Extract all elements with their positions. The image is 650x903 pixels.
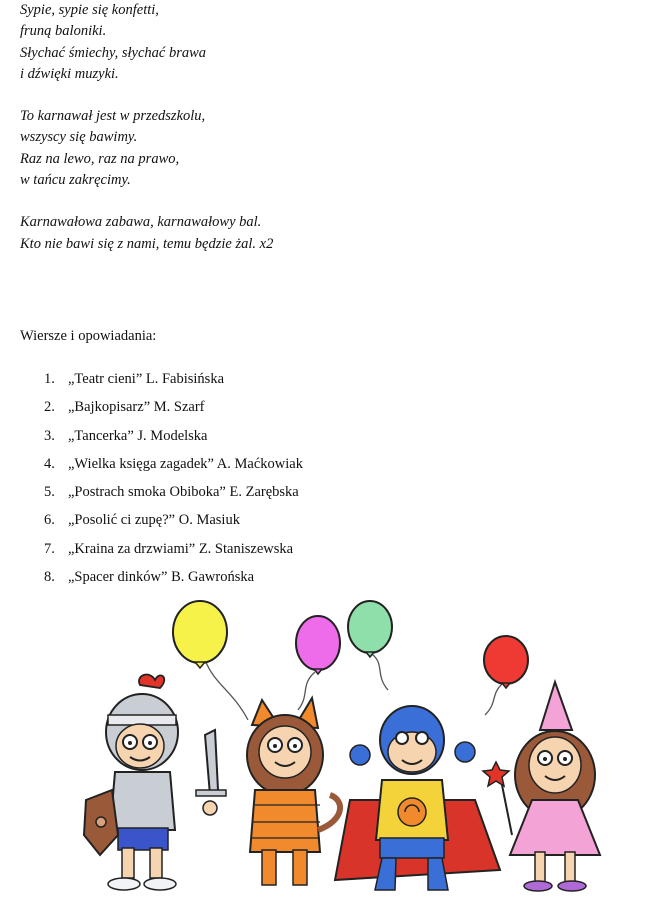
list-item-text: „Bajkopisarz” M. Szarf — [68, 399, 205, 416]
list-item-text: „Postrach smoka Obiboka” E. Zarębska — [68, 484, 299, 501]
poem-line: Kto nie bawi się z nami, temu będzie żal. x2 — [20, 235, 274, 252]
list-item — [44, 453, 303, 481]
poem-line: Słychać śmiechy, słychać brawa — [20, 44, 207, 61]
yellow-balloon — [173, 601, 248, 720]
list-item-text: „Kraina za drzwiami” Z. Staniszewska — [68, 540, 294, 557]
red-balloon — [484, 636, 528, 715]
poem — [20, 0, 273, 276]
poem-stanza-2 — [20, 106, 273, 191]
princess-character — [483, 682, 600, 891]
list-item-text: „Spacer dinków” B. Gawrońska — [68, 569, 255, 586]
list-item-text: „Tancerka” J. Modelska — [68, 427, 208, 444]
poem-line: wszyscy się bawimy. — [20, 129, 138, 146]
list-item-text: „Wielka księga zagadek” A. Maćkowiak — [68, 455, 303, 472]
superhero-character — [335, 706, 500, 890]
list-item-number: 1. — [44, 371, 55, 387]
poem-line: Sypie, sypie się konfetti, — [20, 2, 159, 18]
poem-line: w tańcu zakręcimy. — [20, 172, 131, 189]
list-item-number: 5. — [44, 484, 55, 501]
list-item-text: „Teatr cieni” L. Fabisińska — [68, 371, 225, 387]
poem-line: Raz na lewo, raz na prawo, — [20, 150, 180, 167]
list-item-number: 8. — [44, 569, 55, 586]
reading-list-heading: Wiersze i opowiadania: — [20, 328, 157, 344]
list-item — [44, 481, 303, 509]
list-item-number: 7. — [44, 540, 55, 557]
cat-girl-character — [247, 698, 340, 885]
reading-list — [44, 368, 303, 594]
carnival-kids-illustration — [0, 590, 650, 903]
list-item-number: 6. — [44, 512, 55, 529]
list-item-text: „Posolić ci zupę?” O. Masiuk — [68, 512, 240, 529]
list-item — [44, 509, 303, 537]
list-item — [44, 396, 303, 424]
poem-line: i dźwięki muzyki. — [20, 65, 119, 82]
green-balloon — [348, 601, 392, 690]
list-item-number: 2. — [44, 399, 55, 416]
knight-character — [84, 675, 226, 890]
poem-line: To karnawał jest w przedszkolu, — [20, 108, 206, 125]
poem-line: fruną baloniki. — [20, 23, 107, 40]
poem-stanza-3 — [20, 212, 273, 255]
poem-stanza-1 — [20, 0, 273, 85]
list-item-number: 3. — [44, 427, 55, 444]
list-item-number: 4. — [44, 455, 55, 472]
list-item — [44, 368, 303, 396]
list-item — [44, 425, 303, 453]
list-item — [44, 538, 303, 566]
poem-line: Karnawałowa zabawa, karnawałowy bal. — [20, 214, 262, 231]
pink-balloon — [296, 616, 340, 710]
